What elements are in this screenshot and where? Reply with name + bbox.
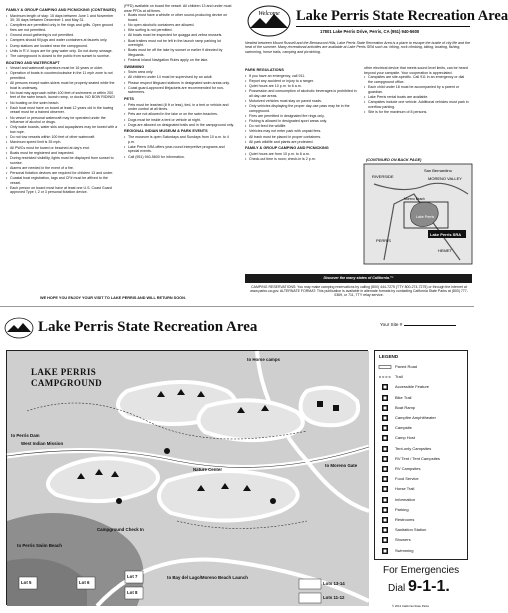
map-legend [374, 350, 468, 560]
label-campground-check-in: Campground Check In [97, 527, 144, 532]
legend-item-label: Food Service [395, 476, 419, 482]
legend-item-label: Tent-only Campsites [395, 445, 432, 451]
campground-name [31, 367, 102, 389]
list-item: • Maximum length of stay: 15 days between June 1 and November 30; 30 days between December 1 and May 31. [6, 14, 118, 23]
list-item: • No boating on the swim beach. [6, 101, 118, 106]
legend-item-label: Horse Trail [395, 486, 415, 492]
legend-item [379, 465, 465, 473]
list-item: • Only wake boards, water skis and aquaplanes may be towed with a tow rope. [6, 125, 118, 134]
list-item: • If you have an emergency, call 911. [245, 74, 357, 79]
inset-label-moreno-beach: Moreno Beach [404, 197, 425, 201]
fourth-text-column [364, 66, 470, 156]
fourth-lead-text: other electrical device that meets sound level limits, can be heard beyond your campsite. Your cooperation is appreciated. [364, 66, 468, 75]
list-item: • Maximum speed limit is 35 mph. [6, 140, 118, 145]
trail-dash-icon [379, 374, 391, 380]
legend-item [379, 445, 465, 453]
parking-icon [379, 507, 391, 513]
swim-icon [379, 548, 391, 554]
boat-rules-list [124, 13, 236, 63]
campfire-icon [379, 415, 391, 421]
rv-icon [379, 466, 391, 472]
list-item: • Campers should fill jugs and water containers at faucets only. [6, 38, 118, 43]
page-title: Lake Perris State Recreation Area [296, 8, 508, 24]
label-lot-5: Lot 5 [21, 580, 32, 585]
pfd-lead-text: (PFD) available on board the vessel. All children 13 and under must wear PFDs at all times. [124, 4, 232, 13]
camping-rules-list [6, 14, 118, 59]
group-camping-heading: FAMILY & GROUP CAMPING AND PICNICKING [245, 146, 329, 151]
list-item: • The campground is closed to the public from sunset to sunrise. [6, 54, 118, 59]
camping-continued-heading: FAMILY & GROUP CAMPING AND PICNICKING (CONTINUED) [6, 8, 116, 12]
label-lot-6: Lot 6 [79, 580, 90, 585]
list-item: • Each child under 18 must be accompanied by a parent or guardian. [364, 85, 470, 94]
list-item: • All park wildlife and plants are protected. [245, 140, 357, 145]
list-item: • Vessel and watercraft operators must be 16 years or older. [6, 66, 118, 71]
list-item: • Do not tow vessels within 100 feet of other watercraft. [6, 135, 118, 140]
map-page-title: Lake Perris State Recreation Area [38, 319, 258, 335]
legend-item-label: Parking [395, 506, 409, 512]
group-camping-list [245, 152, 357, 162]
boating-rules-list [6, 66, 118, 195]
list-item: • No vessel or personal watercraft may be operated under the influence of alcohol or drugs. [6, 116, 118, 125]
dump-icon [379, 527, 391, 533]
legend-item [379, 485, 465, 493]
list-item: • Fires are permitted in designated fire rings only. [245, 114, 357, 119]
list-item: • Pets must be leashed (6 ft or less), tied, in a tent or vehicle and under control at all times. [124, 103, 236, 112]
food-icon [379, 476, 391, 482]
inset-label-hemet: HEMET [438, 248, 452, 253]
site-number-label: Your Site # [380, 322, 403, 327]
label-lot-7: Lot 7 [127, 574, 138, 579]
list-item: • All children under 14 must be supervised by an adult. [124, 75, 236, 80]
reservation-text: CAMPING RESERVATIONS: You may make camping reservations by calling (800) 444-7275 (TTY 800-274-7275) or through the internet at www.parks.ca.gov. ALTERNATE FORMAT: This publication is available in alternate formats by contacting California State Parks at (800) 777-0369, or 711, TTY relay service. [250, 285, 468, 298]
list-item: • Each person on board must have at least one U.S. Coast Guard approved Type I, 2 or 3 personal flotation device. [6, 186, 118, 195]
legend-item [379, 434, 465, 442]
legend-item [379, 455, 465, 463]
list-item: • Boats must be registered and inspected. [6, 151, 118, 156]
list-item: • No open alcoholic containers are allowed. [124, 23, 236, 28]
inset-label-lake: Lake Perris [416, 215, 435, 219]
legend-item-label: Showers [395, 537, 411, 543]
list-item: • Personal flotation devices are required for children 13 and under. [6, 171, 118, 176]
list-item: • Boats must be off the lake by sunset or earlier if directed by lifeguards. [124, 48, 236, 57]
fourth-rules-list [364, 75, 470, 114]
inset-label-perris: PERRIS [376, 238, 391, 243]
campground-map [6, 350, 368, 605]
tent-icon [379, 425, 391, 431]
legend-item-label: Paved Road [395, 364, 418, 369]
label-lot-8: Lot 8 [127, 590, 138, 595]
legend-item [379, 516, 465, 524]
bike-icon [379, 395, 391, 401]
restroom-icon [379, 517, 391, 523]
list-item: • During restricted visibility, lights must be displayed from sunset to sunrise. [6, 156, 118, 165]
list-item: • Alarms are needed in the event of a fire. [6, 166, 118, 171]
legend-item-label: RV Campsites [395, 466, 421, 471]
list-item: • Federal Inland Navigation Rules apply on the lake. [124, 58, 236, 63]
left-text-column [6, 6, 118, 291]
inset-park-label: Lake Perris SRA [430, 232, 462, 237]
emergency-number: 9-1-1. [408, 578, 450, 595]
inset-label-riverside: RIVERSIDE [372, 174, 394, 179]
legend-item [379, 496, 465, 504]
list-item: • Vehicles may not enter park with unpaid fees. [245, 129, 357, 134]
pets-rules-list [124, 103, 236, 128]
park-address: 17801 Lake Perris Drive, Perris, CA (951) 940-5600 [320, 29, 420, 34]
pets-heading: PETS [124, 97, 134, 102]
emergency-dial-label: Dial [388, 583, 406, 594]
legend-item-label: Sanitation Station [395, 527, 427, 533]
label-horse-camps: to Horse camps [247, 357, 280, 362]
svg-text:Welcome: Welcome [258, 11, 280, 17]
legend-item-label: Information [395, 496, 416, 502]
label-lots-11-12: Lots 11-12 [323, 595, 345, 600]
list-item: • Site is for the maximum of 8 persons. [364, 110, 470, 115]
shower-icon [379, 537, 391, 543]
list-item: • Fishing is allowed in designated sport areas only. [245, 119, 357, 124]
accessible-icon [379, 384, 391, 390]
list-item: • Coastal boat registration, tags and CF# must be affixed to the vessel. [6, 176, 118, 185]
campground-name-line2: CAMPGROUND [31, 378, 102, 388]
label-perris-dam: to Perris Dam [11, 433, 40, 438]
legend-item-label: Accessible Feature [395, 384, 430, 390]
brochure-front-panel [0, 0, 508, 306]
legend-item-label: Trail [395, 374, 403, 380]
campground-name-line1: LAKE PERRIS [31, 367, 97, 377]
legend-item [379, 383, 465, 391]
list-item: • Lake Perris rental boats are available. [364, 95, 470, 100]
boating-heading: BOATING AND WATERCRAFT [6, 60, 60, 65]
list-item: • Boat trailers must not be left in the launch ramp parking lot overnight. [124, 39, 236, 48]
list-item: • Quiet hours are 10 p.m. to 6 a.m. [245, 84, 357, 89]
list-item: • Campfires are permitted only in fire rings and grills. Open ground fires are not permitted. [6, 23, 118, 32]
legend-item-label: Bike Trail [395, 394, 412, 400]
regulations-list [245, 74, 357, 145]
legend-item [379, 536, 465, 544]
museum-heading: REGIONAL INDIAN MUSEUM & PARK EVENTS [124, 129, 208, 134]
list-item: • Report any accident or injury to a ranger. [245, 79, 357, 84]
legend-title: LEGEND [379, 354, 399, 359]
site-number-blank [404, 325, 456, 326]
second-text-column [124, 4, 236, 291]
list-item: • Call (951) 940-5600 for information. [124, 155, 236, 160]
emergency-line: For Emergencies [383, 565, 460, 576]
legend-item-label: Campfire Amphitheater [395, 415, 436, 420]
list-item: • Campsites include one vehicle. Additional vehicles must park in overflow parking. [364, 100, 470, 109]
label-moreno-gate: to Moreno Gate [325, 463, 358, 468]
welcome-logo [246, 4, 292, 38]
list-item: • Check-out time is noon; check-in is 2 p.m. [245, 157, 357, 162]
list-item: • Swim area only. [124, 70, 236, 75]
copyright: © 2013 California State Parks [392, 604, 429, 608]
list-item: • Quiet hours are from 10 p.m. to 6 a.m. [245, 152, 357, 157]
list-item: • All boats must be inspected for quagga and zebra mussels. [124, 33, 236, 38]
swimming-heading: SWIMMING [124, 64, 145, 69]
list-item: • Campsites are site-specific. Call 911 in an emergency or dial the campground office. [364, 75, 470, 84]
list-item: • Coast guard-approved lifejackets are recommended for non-swimmers. [124, 86, 236, 95]
legend-item [379, 526, 465, 534]
tent-only-icon [379, 446, 391, 452]
camp-host-icon [379, 435, 391, 441]
list-item: • Units in R.V. loops are for gray water only. Do not dump sewage. [6, 49, 118, 54]
info-icon [379, 497, 391, 503]
site-number-field [380, 322, 456, 327]
list-item: • The museum is open Saturdays and Sundays from 10 a.m. to 4 p.m. [124, 135, 236, 144]
discover-text: Discover the many states of California.™ [323, 276, 394, 280]
legend-item [379, 363, 465, 371]
discover-banner [245, 274, 472, 283]
label-west-indian: West Indian Mission [21, 441, 64, 446]
list-item: • No boat may approach within 100 feet of swimmers or within 200 feet of the swim beach, launch ramp, or docks. NO BOW RIDING! [6, 91, 118, 100]
list-item: • Operation of boats in counterclockwise in the 11 mph zone is not permitted. [6, 71, 118, 80]
list-item: • Dogs must be inside a tent or vehicle at night. [124, 118, 236, 123]
list-item: • Boats must have a whistle or other sound-producing device on board. [124, 13, 236, 22]
list-item: • Lake Perris SRA offers year-round interpretive programs and special events. [124, 145, 236, 154]
list-item: • Possession and consumption of alcoholic beverages is prohibited in all day-use areas. [245, 89, 357, 98]
list-item: • All trash must be placed in proper containers. [245, 135, 357, 140]
welcome-logo-small [4, 317, 34, 339]
list-item: • All PWCs must be towed or beached at day's end. [6, 146, 118, 151]
list-item: • Ground wood gathering is not permitted. [6, 33, 118, 38]
legend-item-label: RV Tent / Tent Campsites [395, 455, 440, 461]
legend-item [379, 373, 465, 381]
regional-inset-map [364, 164, 472, 264]
museum-info-list [124, 135, 236, 159]
legend-item [379, 424, 465, 432]
horse-icon [379, 486, 391, 492]
swimming-rules-list [124, 70, 236, 95]
list-item: • Dogs are allowed on designated trails and in the campground only. [124, 123, 236, 128]
legend-item-label: Restrooms [395, 517, 415, 522]
list-item: • Please respect lifeguard stations in designated swim areas only. [124, 81, 236, 86]
header-divider [296, 26, 470, 27]
inset-label-san-bernardino: San Bernardino [424, 168, 452, 173]
list-item: • Motorized vehicles must stay on paved roads. [245, 99, 357, 104]
legend-item-label: Boat Ramp [395, 404, 416, 410]
legend-item [379, 394, 465, 402]
legend-item [379, 404, 465, 412]
list-item: • All persons except water-skiers must be properly seated while the boat is underway. [6, 81, 118, 90]
road-line-icon [379, 364, 391, 370]
inset-label-moreno: MORENO VALLEY [428, 176, 462, 181]
legend-item [379, 475, 465, 483]
legend-item [379, 547, 465, 555]
list-item: • Do not feed the wildlife. [245, 124, 357, 129]
list-item: • Kite surfing is not permitted. [124, 28, 236, 33]
legend-item-label: Camp Host [395, 435, 416, 441]
regulations-heading: PARK REGULATIONS [245, 68, 284, 72]
legend-item [379, 414, 465, 422]
label-perris-swim-beach: to Perris Swim Beach [17, 543, 62, 548]
list-item: • Dump stations are located near the campground. [6, 44, 118, 49]
list-item: • Pets are not allowed in the lake or on the swim beaches. [124, 112, 236, 117]
boat-ramp-icon [379, 405, 391, 411]
legend-item-label: Swimming [395, 547, 414, 553]
emergency-dial [388, 578, 450, 596]
label-bay-del-lago: to Bay del Lago/Moreno Beach Launch [167, 575, 248, 580]
campground-map-drawing [7, 351, 369, 606]
closing-message: WE HOPE YOU ENJOY YOUR VISIT TO LAKE PERRIS AND WILL RETURN SOON. [40, 296, 186, 300]
rv-tent-icon [379, 456, 391, 462]
list-item: • Only vehicles displaying the proper day-use pass may be in the campground. [245, 104, 357, 113]
label-lots-13-14: Lots 13-14 [323, 581, 345, 586]
intro-text: Nestled between Mount Russell and the Bernasconi Hills, Lake Perris State Recreation Area is a place to escape the bustle of city life and the heat of the summer. Many recreational activities are available at Lake Perris SRA such as: hiking, rock climbing, biking, boating, fishing, swimming, horse trails, camping and picnicking. [245, 41, 470, 54]
third-text-column [245, 66, 357, 292]
continued-note: (CONTINUED ON BACK PAGE) [366, 158, 422, 162]
brochure-header [244, 4, 508, 40]
legend-item-label: Campsite [395, 425, 412, 431]
list-item: • Each boat must have on board at least 12 years old in the towing vessel must be a trained observer. [6, 106, 118, 115]
legend-item [379, 506, 465, 514]
label-nature-center: Nature Center [193, 467, 223, 472]
campground-map-panel [0, 306, 474, 613]
